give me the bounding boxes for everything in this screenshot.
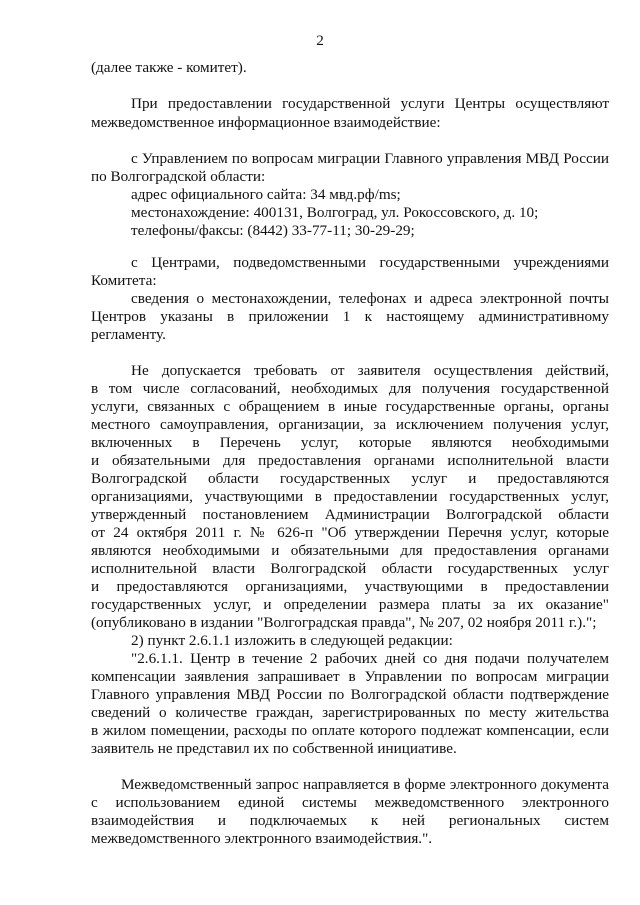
text-line: и предоставляются организациями, участвующими в предоставлении (91, 578, 609, 595)
text-line: Межведомственный запрос направляется в форме электронного документа (121, 776, 609, 793)
text-line: Комитета: (91, 272, 157, 289)
text-line: организациями, участвующими в предоставлении государственных услуг, (91, 488, 609, 505)
text-line: межведомственное информационное взаимодействие: (91, 114, 441, 131)
text-line: сведений о количестве граждан, зарегистрированных по месту жительства (91, 704, 609, 721)
text-line: по Волгоградской области: (91, 168, 266, 185)
text-line: сведения о местонахождении, телефонах и адреса электронной почты (131, 290, 609, 307)
text-line: и обязательными для предоставления органами исполнительной власти (91, 452, 609, 469)
text-line: Центров указаны в приложении 1 к настоящему административному (91, 308, 609, 325)
text-line: утвержденный постановлением Администрации Волгоградской области (91, 506, 609, 523)
text-line: включенных в Перечень услуг, которые являются необходимыми (91, 434, 609, 451)
text-line: в жилом помещении, расходы по оплате которого подлежат компенсации, если (91, 722, 609, 739)
text-line: государственных услуг, и определении размера платы за их оказание" (91, 596, 609, 613)
text-line: Главного управления МВД России по Волгоградской области подтверждение (91, 686, 609, 703)
text-line: исполнительной власти Волгоградской области государственных услуг (91, 560, 609, 577)
text-line: (опубликовано в издании "Волгоградская правда", № 207, 02 ноября 2011 г.)."; (91, 614, 597, 631)
text-line: взаимодействия и подключаемых к ней региональных систем (91, 812, 609, 829)
text-line: (далее также - комитет). (91, 59, 247, 76)
text-line: 2) пункт 2.6.1.1 изложить в следующей редакции: (131, 632, 453, 649)
text-line: межведомственного электронного взаимодействия.". (91, 830, 433, 847)
text-line: "2.6.1.1. Центр в течение 2 рабочих дней со дня подачи получателем (131, 650, 609, 667)
text-line: являются необходимыми и обязательными для предоставления органами (91, 542, 609, 559)
text-line: заявитель не представил их по собственной инициативе. (91, 740, 457, 757)
text-line: с Управлением по вопросам миграции Главного управления МВД России (131, 150, 609, 167)
text-line: местного самоуправления, организации, за исключением получения услуг, (91, 416, 609, 433)
text-line: услуги, связанных с обращением в иные государственные органы, органы (91, 398, 609, 415)
text-line: с использованием единой системы межведомственного электронного (91, 794, 609, 811)
text-line: Не допускается требовать от заявителя осуществления действий, (131, 362, 609, 379)
text-line: местонахождение: 400131, Волгоград, ул. Рокоссовского, д. 10; (131, 204, 539, 221)
text-line: в том числе согласований, необходимых для получения государственной (91, 380, 609, 397)
text-line: с Центрами, подведомственными государственными учреждениями (131, 254, 609, 271)
text-line: адрес официального сайта: 34 мвд.рф/ms; (131, 186, 401, 203)
text-line: При предоставлении государственной услуги Центры осуществляют (131, 95, 609, 112)
text-line: регламенту. (91, 326, 166, 343)
text-line: телефоны/факсы: (8442) 33-77-11; 30-29-29; (131, 222, 415, 239)
page-number: 2 (316, 32, 324, 49)
text-line: от 24 октября 2011 г. № 626-п "Об утверждении Перечня услуг, которые (91, 524, 609, 541)
text-line: Волгоградской области государственных услуг и предоставляются (91, 470, 609, 487)
text-line: компенсации заявления запрашивает в Управлении по вопросам миграции (91, 668, 609, 685)
